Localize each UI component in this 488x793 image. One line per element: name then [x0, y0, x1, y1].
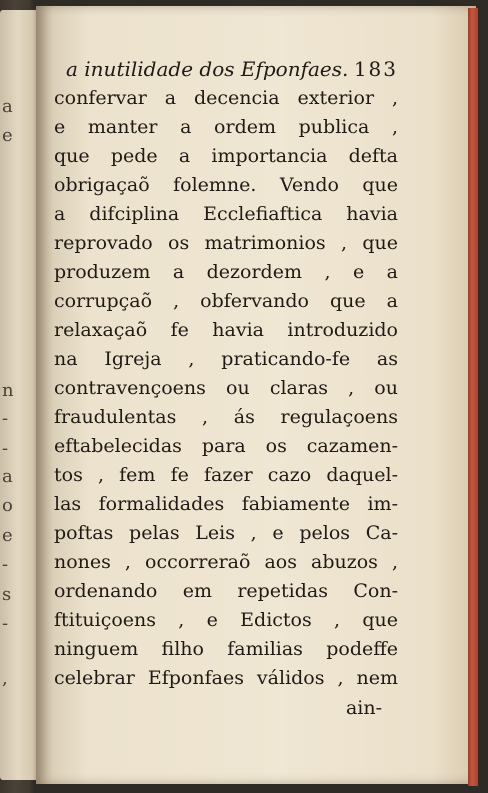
text-line: corrupçaõ , obfervando que a: [54, 290, 398, 312]
text-line: relaxaçaõ fe havia introduzido: [54, 319, 398, 341]
left-page-fragment: -: [2, 554, 9, 575]
text-line: nones , occorreraõ aos abuzos ,: [54, 551, 398, 573]
left-page-fragment: s: [2, 584, 12, 605]
page-header: [66, 56, 398, 82]
text-line: na Igreja , praticando-fe as: [54, 348, 398, 370]
text-line: poftas pelas Leis , e pelos Ca-: [54, 522, 398, 544]
text-line: confervar a decencia exterior ,: [54, 87, 398, 109]
text-line: obrigaçaõ folemne. Vendo que: [54, 174, 398, 196]
text-line: produzem a dezordem , e a: [54, 261, 398, 283]
text-line: ordenando em repetidas Con-: [54, 580, 398, 602]
catchword: ain-: [345, 697, 382, 719]
left-page-fragment: e: [2, 125, 13, 146]
page-content: [54, 56, 398, 723]
text-line: reprovado os matrimonios , que: [54, 232, 398, 254]
text-line: a difciplina Ecclefiaftica havia: [54, 203, 398, 225]
text-line: que pede a importancia defta: [54, 145, 398, 167]
text-line: contravençoens ou claras , ou: [54, 377, 398, 399]
left-page-fragment: o: [2, 495, 13, 516]
body-text: [54, 84, 398, 693]
left-page-fragment: -: [2, 408, 9, 429]
text-line: eftabelecidas para os cazamen-: [54, 435, 398, 457]
left-page-edge: [0, 10, 40, 780]
text-line: ninguem filho familias podeffe: [54, 638, 398, 660]
text-line: las formalidades fabiamente im-: [54, 493, 398, 515]
left-page-fragment: ,: [2, 668, 8, 689]
text-line: ftituiçoens , e Edictos , que: [54, 609, 398, 631]
left-page-fragment: e: [2, 525, 13, 546]
text-line: tos , fem fe fazer cazo daquel-: [54, 464, 398, 486]
running-title: a inutilidade dos Efponfaes.: [66, 57, 349, 81]
left-page-fragment: -: [2, 438, 9, 459]
left-page-fragment: a: [2, 466, 13, 487]
red-page-edge: [468, 8, 478, 786]
left-page-fragment: n: [2, 380, 14, 401]
left-page-fragment: a: [2, 96, 13, 117]
text-line: celebrar Efponfaes válidos , nem: [54, 667, 398, 689]
text-line: e manter a ordem publica ,: [54, 116, 398, 138]
left-page-fragment: -: [2, 613, 9, 634]
text-line: fraudulentas , ás regulaçoens: [54, 406, 398, 428]
page-number: 183: [353, 57, 398, 81]
